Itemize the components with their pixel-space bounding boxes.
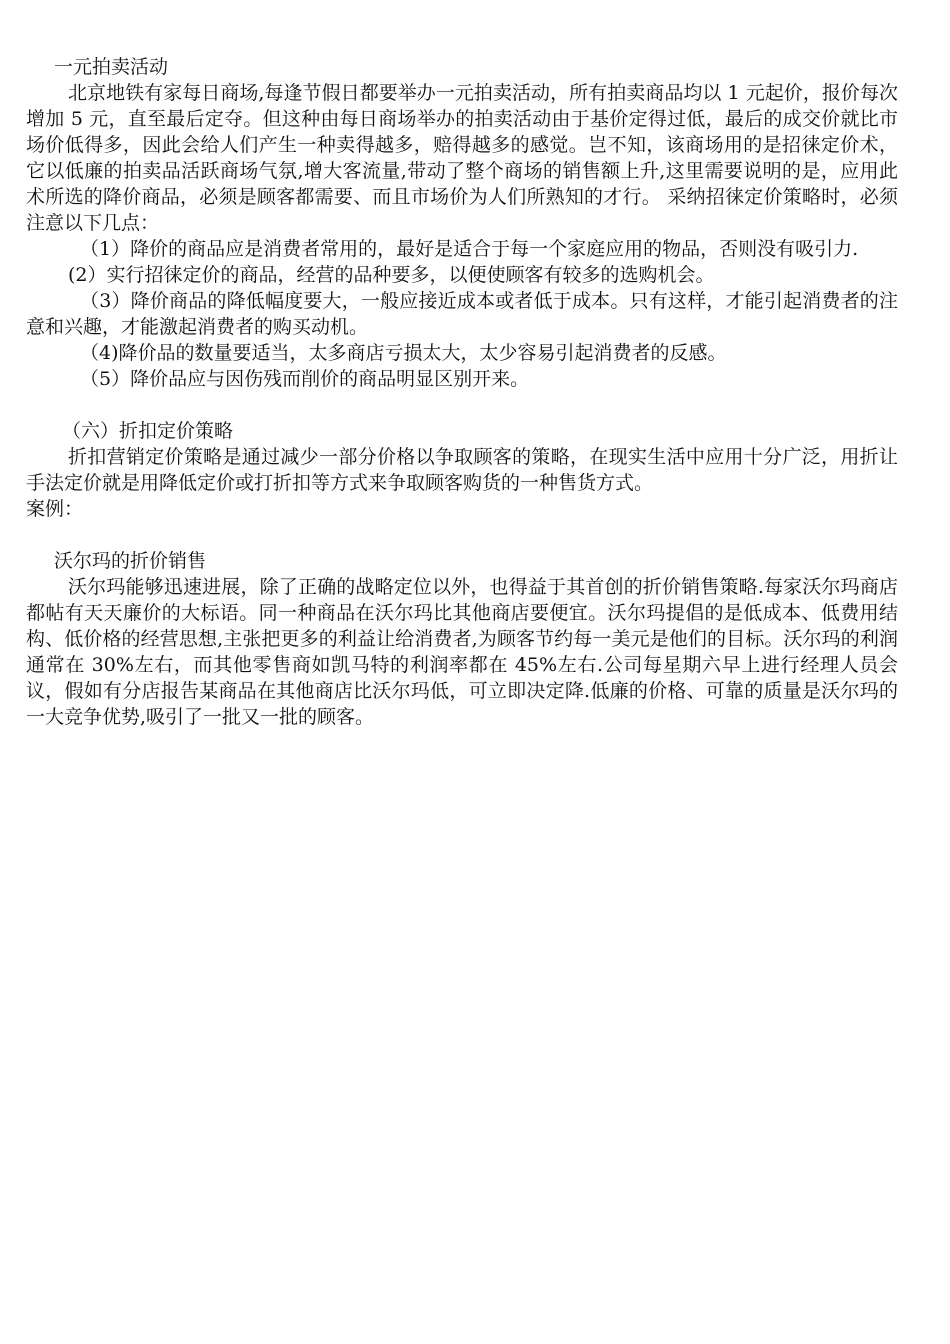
auction-list-item-3: （3）降价商品的降低幅度要大，一般应接近成本或者低于成本。只有这样，才能引起消费者的注意和兴趣，才能激起消费者的购买动机。 (26, 290, 898, 338)
auction-section-body: 北京地铁有家每日商场,每逢节假日都要举办一元拍卖活动，所有拍卖商品均以 1 元起价，报价每次增加 5 元，直至最后定夺。但这种由每日商场举办的拍卖活动由于基价定得过低，最后的成交价就比市场价低得多，因此会给人们产生一种卖得越多，赔得越多的感觉。岂不知，该商场用的是招徕定价术，它以低廉的拍卖品活跃商场气氛,增大客流量,带动了整个商场的销售额上升,这里需要说明的是，应用此术所选的降价商品，必须是顾客都需要、而且市场价为人们所熟知的才行。 采纳招徕定价策略时，必须注意以下几点： (26, 82, 898, 234)
walmart-section-title: 沃尔玛的折价销售 (54, 550, 207, 572)
paragraph-spacer (26, 392, 898, 418)
walmart-section-body: 沃尔玛能够迅速进展，除了正确的战略定位以外，也得益于其首创的折价销售策略.每家沃尔玛商店都帖有天天廉价的大标语。同一种商品在沃尔玛比其他商店要便宜。沃尔玛提倡的是低成本、低费用结构、低价格的经营思想,主张把更多的利益让给消费者,为顾客节约每一美元是他们的目标。沃尔玛的利润通常在 30%左右，而其他零售商如凯马特的利润率都在 45%左右.公司每星期六早上进行经理人员会议，假如有分店报告某商品在其他商店比沃尔玛低，可立即决定降.低廉的价格、可靠的质量是沃尔玛的一大竞争优势,吸引了一批又一批的顾客。 (26, 576, 898, 728)
discount-section-body: 折扣营销定价策略是通过减少一部分价格以争取顾客的策略，在现实生活中应用十分广泛，用折让手法定价就是用降低定价或打折扣等方式来争取顾客购货的一种售货方式。 (26, 446, 898, 494)
case-label: 案例： (26, 498, 84, 520)
paragraph-spacer (26, 522, 898, 548)
discount-section-title: （六）折扣定价策略 (62, 420, 234, 442)
document-page (26, 54, 898, 730)
auction-list-item-1: （1）降价的商品应是消费者常用的，最好是适合于每一个家庭应用的物品，否则没有吸引力. (80, 238, 859, 260)
auction-section-title: 一元拍卖活动 (54, 56, 169, 78)
auction-list-item-5: （5）降价品应与因伤残而削价的商品明显区别开来。 (80, 368, 530, 390)
auction-list-item-4: （4)降价品的数量要适当，太多商店亏损太大，太少容易引起消费者的反感。 (80, 342, 727, 364)
auction-list-item-2: (2）实行招徕定价的商品，经营的品种要多，以便使顾客有较多的选购机会。 (68, 264, 715, 286)
